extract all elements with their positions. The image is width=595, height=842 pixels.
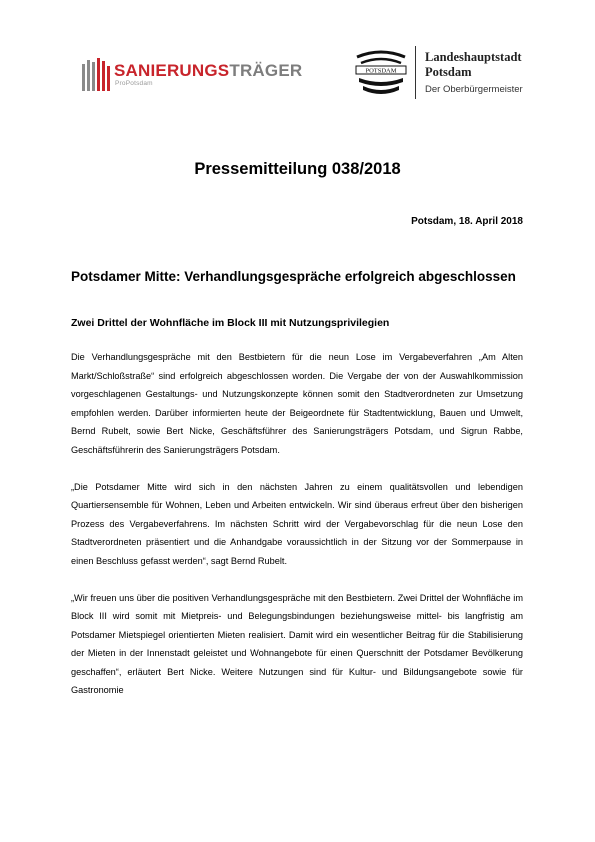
article-title: Potsdamer Mitte: Verhandlungsgespräche erfolgreich abgeschlossen bbox=[71, 269, 516, 284]
sanierungstraeger-wordmark: SANIERUNGSTRÄGER bbox=[114, 61, 303, 80]
sanierungstraeger-logo bbox=[82, 58, 303, 92]
potsdam-logo-text bbox=[425, 50, 523, 97]
article-subtitle: Zwei Drittel der Wohnfläche im Block III mit Nutzungsprivilegien bbox=[71, 317, 390, 329]
press-release-headline: Pressemitteilung 038/2018 bbox=[194, 160, 401, 178]
potsdam-logo-divider bbox=[415, 46, 416, 99]
potsdam-line-2: Potsdam bbox=[425, 65, 472, 79]
sanierungstraeger-subtitle: ProPotsdam bbox=[115, 80, 153, 87]
paragraph-1: Die Verhandlungsgespräche mit den Bestbietern für die neun Lose im Vergabeverfahren „Am Alten Markt/Schloßstraße“ sind erfolgreich abgeschlossen worden. Die Vergabe der von der Auswahlkommission vorgeschlagenen Gestaltungs- und Nutzungskonzepte können somit den Stadtverordneten zur Umsetzung empfohlen werden. Darüber informierten heute der Beigeordnete für Stadtentwicklung, Bauen und Umwelt, Bernd Rubelt, sowie Bert Nicke, Geschäftsführer des Sanierungsträgers Potsdam, und Sigrun Rabbe, Geschäftsführerin des Sanierungsträgers Potsdam. bbox=[71, 352, 523, 455]
paragraph-2: „Die Potsdamer Mitte wird sich in den nächsten Jahren zu einem qualitätsvollen und lebendigen Quartiersensemble für Wohnen, Leben und Arbeiten entwickeln. Wir sind überaus erfreut über den bisherigen Prozess des Vergabeverfahrens. Im nächsten Schritt wird der Vergabevorschlag für die neun Lose den Stadtverordneten präsentiert und die Anhandgabe voraussichtlich in der Sitzung vor der Sommerpause in einen Beschluss gefasst werden“, sagt Bernd Rubelt. bbox=[71, 481, 523, 566]
sanierungstraeger-bars-icon bbox=[82, 58, 110, 92]
potsdam-emblem-text: POTSDAM bbox=[365, 67, 397, 75]
potsdam-line-1: Landeshauptstadt bbox=[425, 50, 522, 64]
dateline: Potsdam, 18. April 2018 bbox=[411, 216, 523, 227]
potsdam-line-3: Der Oberbürgermeister bbox=[425, 84, 523, 95]
paragraph-3: „Wir freuen uns über die positiven Verhandlungsgespräche mit den Bestbietern. Zwei Drittel der Wohnfläche im Block III wird somit mit Mietpreis- und Belegungsbindungen beziehungsweise mittel- bis langfristig am Potsdamer Mietspiegel orientierten Mieten realisiert. Damit wird ein wesentlicher Beitrag für die Stabilisierung der Mieten in der Innenstadt geleistet und Wohnangebote für einen Querschnitt der Potsdamer Bevölkerung geschaffen“, erläutert Bert Nicke. Weitere Nutzungen sind für Kultur- und Bildungsangebote sowie für Gastronomie bbox=[71, 592, 523, 695]
article-body bbox=[71, 348, 523, 718]
potsdam-emblem-icon bbox=[353, 49, 409, 99]
